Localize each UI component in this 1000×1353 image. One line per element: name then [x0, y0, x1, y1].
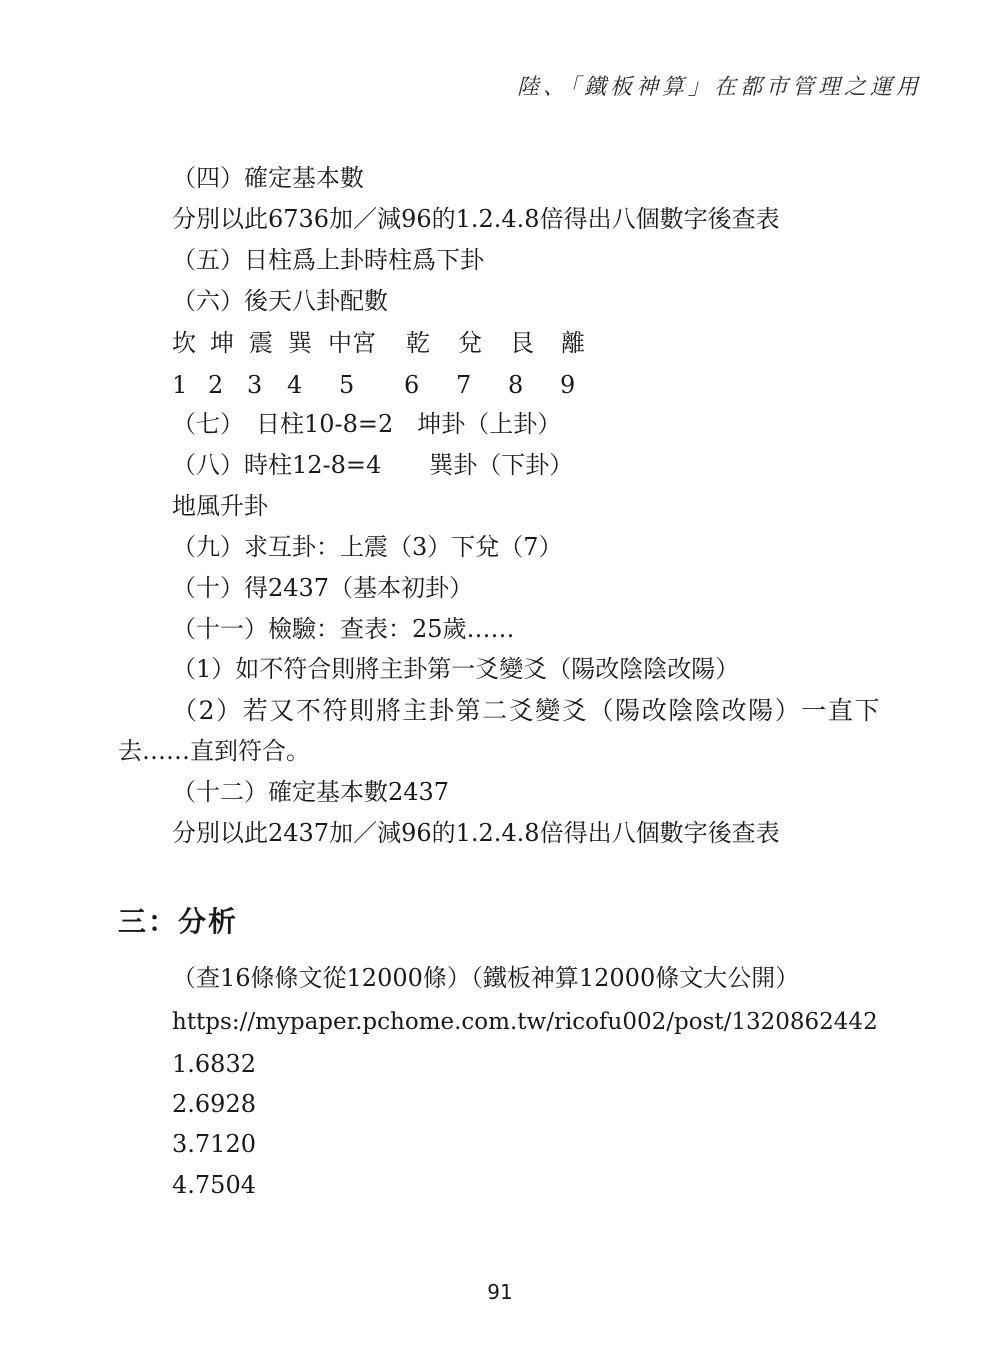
gua-name-row — [0, 331, 1000, 361]
analysis-item: 1.6832 — [172, 1050, 256, 1078]
step-11-item-2: （2）若又不符則將主卦第二爻變爻（陽改陰陰改陽）一直下 — [172, 696, 882, 725]
step-8: （八）時柱12-8=4 巽卦（下卦） — [172, 451, 574, 479]
step-11-item-1: （1）如不符合則將主卦第一爻變爻（陽改陰陰改陽） — [172, 655, 740, 683]
gua-number: 1 — [172, 371, 188, 399]
running-header: 陸、「鐵板神算」在都市管理之運用 — [516, 75, 922, 100]
gua-name: 乾 — [406, 329, 430, 357]
step-12-detail: 分別以此2437加／減96的1.2.4.8倍得出八個數字後查表 — [172, 819, 780, 847]
gua-number: 9 — [560, 371, 576, 399]
gua-number: 2 — [208, 371, 224, 399]
step-10: （十）得2437（基本初卦） — [172, 574, 474, 602]
gua-name: 離 — [561, 329, 585, 357]
step-12: （十二）確定基本數2437 — [172, 778, 450, 806]
step-11: （十一）檢驗：查表：25歲…… — [172, 615, 515, 643]
source-note: （查16條條文從12000條）（鐵板神算12000條文大公開） — [172, 964, 800, 992]
step-4: （四）確定基本數 — [172, 164, 364, 192]
gua-name: 坎 — [172, 329, 196, 357]
step-7: （七） 日柱10-8=2 坤卦（上卦） — [172, 410, 562, 438]
analysis-item: 3.7120 — [172, 1130, 256, 1158]
section-heading: 三：分析 — [118, 905, 239, 938]
gua-name: 艮 — [510, 329, 534, 357]
source-url: https://mypaper.pchome.com.tw/ricofu002/post/1320862442 — [172, 1009, 878, 1035]
gua-name: 兌 — [458, 329, 482, 357]
gua-name: 中宮 — [328, 329, 376, 357]
hexagram-name: 地風升卦 — [172, 492, 268, 520]
gua-number: 3 — [247, 371, 263, 399]
analysis-item: 2.6928 — [172, 1090, 256, 1118]
gua-number: 8 — [508, 371, 524, 399]
step-4-detail: 分別以此6736加／減96的1.2.4.8倍得出八個數字後查表 — [172, 205, 780, 233]
gua-number: 4 — [287, 371, 303, 399]
gua-name: 坤 — [210, 329, 234, 357]
gua-number: 5 — [339, 371, 355, 399]
gua-name: 巽 — [288, 329, 312, 357]
step-5: （五）日柱爲上卦時柱爲下卦 — [172, 246, 484, 274]
step-9: （九）求互卦：上震（3）下兌（7） — [172, 533, 563, 561]
analysis-item: 4.7504 — [172, 1171, 256, 1199]
gua-number: 7 — [456, 371, 472, 399]
gua-number: 6 — [404, 371, 420, 399]
page-number: 91 — [487, 1280, 513, 1304]
gua-number-row — [0, 373, 1000, 403]
step-6: （六）後天八卦配數 — [172, 287, 388, 315]
gua-name: 震 — [249, 329, 273, 357]
step-11-item-2-continued: 去……直到符合。 — [118, 737, 310, 765]
